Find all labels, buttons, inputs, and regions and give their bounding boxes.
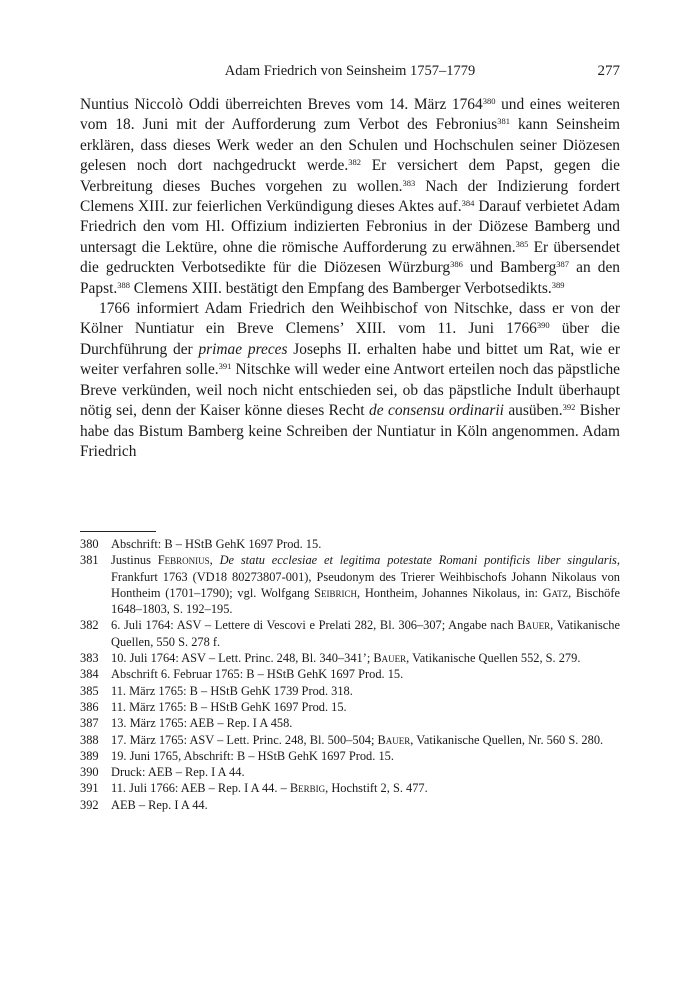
footnote-number: 384 (80, 667, 99, 682)
text-run: und Bamberg (462, 259, 557, 277)
footnote-ref-387: 387 (556, 259, 570, 270)
running-title: Adam Friedrich von Seinsheim 1757–1779 (224, 63, 476, 79)
footnote-384 (80, 666, 620, 682)
author-name: Bauer (377, 732, 411, 747)
footnote-ref-380: 380 (482, 96, 496, 106)
footnote-ref-391: 391 (218, 361, 232, 372)
footnote-ref-382: 382 (348, 157, 361, 168)
footnote-387 (80, 715, 620, 731)
footnote-380 (80, 536, 620, 552)
footnote-number: 391 (80, 781, 99, 796)
author-name: Berbig (289, 781, 326, 796)
footnote-382 (80, 617, 620, 650)
footnote-text (111, 650, 620, 666)
footnote-text (111, 552, 620, 617)
footnote-number: 388 (80, 732, 99, 747)
paragraph-1 (80, 95, 620, 299)
text-run: , Bischöfe 1648–1803, S. 192–195. (111, 585, 620, 617)
footnote-ref-388: 388 (117, 279, 130, 290)
footnote-text: AEB – Rep. I A 44. (111, 797, 208, 812)
footnote-number: 380 (80, 537, 99, 551)
footnote-text: Abschrift: B – HStB GehK 1697 Prod. 15. (111, 537, 322, 551)
paragraph-2 (80, 299, 620, 462)
footnote-385 (80, 683, 620, 699)
footnote-text: 11. März 1765: B – HStB GehK 1697 Prod. 15. (111, 699, 347, 714)
text-run: Clemens XIII. bestätigt den Empfang des Bamberger Verbotsedikts. (129, 279, 552, 297)
footnote-text: 11. März 1765: B – HStB GehK 1739 Prod. 318. (111, 683, 353, 698)
text-run: an den Papst. (80, 259, 620, 297)
author-name: Gatz (542, 585, 569, 600)
text-run: 11. Juli 1766: AEB – Rep. I A 44. – (111, 781, 290, 796)
italic-term: primae preces (198, 340, 288, 358)
text-run: Nitschke will weder eine Antwort erteilen noch das päpstliche Breve verkünden, weil noch nicht entschieden sei, ob das päpstliche Indult überhaupt nötig sei, denn der Kaiser könne dieses Recht (80, 361, 620, 420)
author-name: Bauer (373, 651, 407, 666)
text-run: Nach der Indizierung fordert Clemens XIII. zur feierlichen Verkündigung dieses Aktes auf. (80, 177, 620, 216)
footnote-text: 19. Juni 1765, Abschrift: B – HStB GehK 1697 Prod. 15. (111, 748, 394, 763)
text-run: Justinus (111, 553, 158, 568)
text-run: , Frankfurt 1763 (VD18 80273807-001), Pseudonym des Trierer Weihbischofs Johann Nikolaus von Hontheim (1701–1790); vgl. Wolfgang (111, 553, 620, 600)
text-run: Josephs II. erhalten habe und bittet um Rat, wie er weiter verfahren solle. (80, 340, 620, 379)
text-run: , Vatikanische Quellen, Nr. 560 S. 280. (410, 732, 604, 747)
text-run: kann Seinsheim erklären, dass dieses Werk weder an den Schulen und Hochschulen seiner Diözesen gelesen noch dort nachgedruckt werde. (80, 116, 620, 175)
footnote-ref-390: 390 (536, 320, 550, 331)
footnote-ref-384: 384 (461, 198, 475, 209)
footnote-divider (80, 531, 156, 532)
footnote-text: 13. März 1765: AEB – Rep. I A 458. (111, 716, 293, 731)
footnotes (80, 536, 620, 813)
footnote-number: 382 (80, 618, 99, 633)
footnote-number: 389 (80, 748, 99, 763)
footnote-383 (80, 650, 620, 666)
text-run: 17. März 1765: ASV – Lett. Princ. 248, Bl. 500–504; (111, 732, 378, 747)
main-text (80, 95, 620, 462)
footnote-386 (80, 699, 620, 715)
footnote-381 (80, 552, 620, 617)
text-run: Darauf verbietet Adam Friedrich den vom Hl. Offizium indizierten Febronius in der Diözese Bamberg und untersagt die Lektüre, ohne die römische Aufforderung zu erwähnen. (80, 198, 620, 256)
footnote-389 (80, 748, 620, 764)
footnote-number: 381 (80, 553, 99, 568)
page-number: 277 (597, 63, 620, 79)
text-run: , Vatikanische Quellen 552, S. 279. (406, 651, 581, 666)
footnote-text: Druck: AEB – Rep. I A 44. (111, 765, 245, 780)
footnote-ref-389: 389 (551, 279, 565, 290)
footnote-number: 385 (80, 683, 99, 698)
footnote-ref-385: 385 (515, 238, 529, 249)
author-name: Febronius (157, 553, 210, 568)
text-run: 6. Juli 1764: ASV – Lettere di Vescovi e Prelati 282, Bl. 306–307; Angabe nach (111, 618, 518, 633)
text-run: Bisher habe das Bistum Bamberg keine Schreiben der Nuntiatur in Köln angenommen. Adam Friedrich (80, 402, 620, 460)
text-run: Nuntius Niccolò Oddi überreichten Breves vom 14. März 1764 (80, 96, 483, 113)
text-run: , Vatikanische Quellen, 550 S. 278 f. (111, 618, 621, 649)
footnote-number: 386 (80, 699, 99, 714)
text-run: , (209, 553, 220, 568)
footnote-number: 390 (80, 765, 99, 780)
footnote-number: 387 (80, 716, 99, 731)
footnote-390 (80, 764, 620, 780)
footnote-ref-386: 386 (450, 259, 463, 270)
book-title: De statu ecclesiae et legitima potestate Romani pontificis liber singularis (219, 553, 617, 568)
footnote-ref-381: 381 (497, 116, 510, 127)
author-name: Bauer (517, 618, 551, 633)
text-run: 10. Juli 1764: ASV – Lett. Princ. 248, Bl. 340–341’; (111, 651, 374, 666)
text-run: 1766 informiert Adam Friedrich den Weihbischof von Nitschke, dass er von der Kölner Nuntiatur ein Breve Clemens’ XIII. vom 11. Juni 1766 (80, 300, 620, 338)
footnote-392 (80, 797, 620, 813)
footnote-391 (80, 780, 620, 796)
footnote-number: 383 (80, 651, 99, 666)
text-run: und eines weiteren vom 18. Juni mit der Aufforderung zum Verbot des Febronius (80, 96, 620, 134)
text-run: , Hontheim, Johannes Nikolaus, in: (357, 585, 543, 600)
text-run: über die Durchführung der (80, 320, 620, 358)
text-run: Er übersendet die gedruckten Verbotsedikte für die Diözesen Würzburg (80, 238, 620, 277)
footnote-number: 392 (80, 797, 99, 812)
text-run: , Hochstift 2, S. 477. (325, 781, 428, 796)
footnote-text: Abschrift 6. Februar 1765: B – HStB GehK 1697 Prod. 15. (111, 667, 404, 682)
author-name: Seibrich (314, 585, 358, 600)
text-run: ausüben. (503, 402, 563, 420)
footnote-388 (80, 732, 620, 748)
italic-term: de consensu ordinarii (369, 402, 504, 420)
footnote-text (111, 780, 620, 796)
footnote-ref-383: 383 (402, 177, 416, 188)
footnote-text (111, 617, 620, 650)
running-header (80, 63, 620, 85)
text-run: Er versichert dem Papst, gegen die Verbreitung dieses Buches vorgehen zu wollen. (80, 157, 621, 195)
footnote-ref-392: 392 (562, 402, 576, 413)
footnote-text (111, 732, 620, 748)
